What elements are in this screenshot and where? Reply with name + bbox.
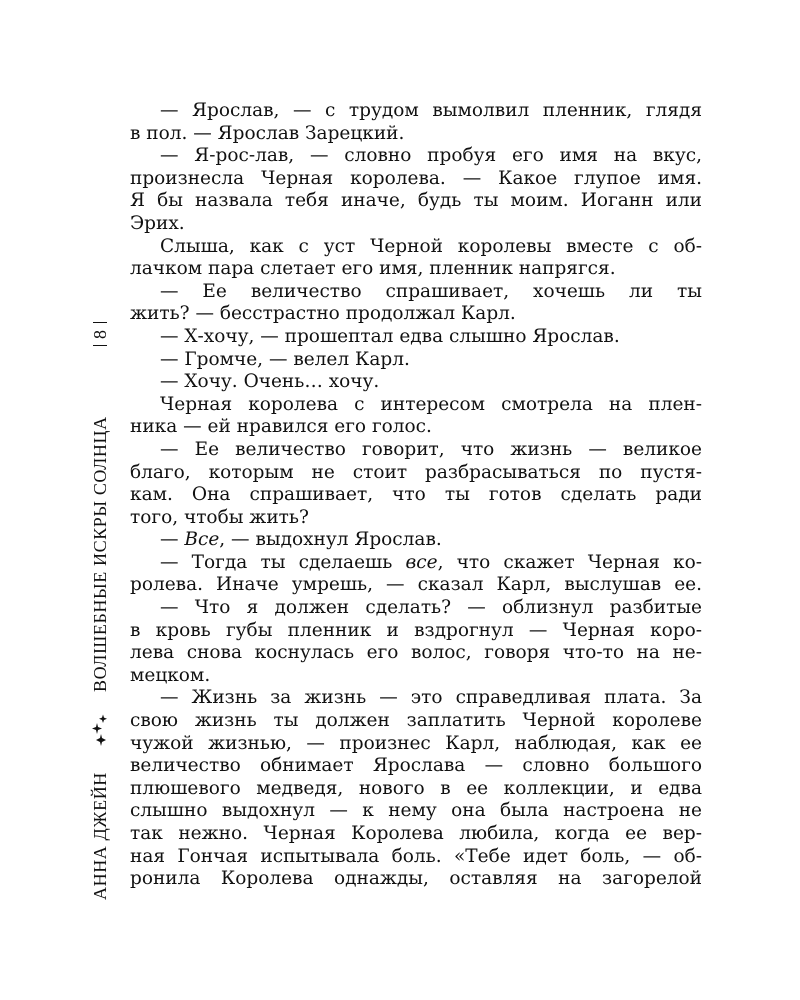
text-line: ника — ей нравился его голос. (130, 416, 432, 438)
text-line: благо, которым не стоит разбрасываться по пустя- (130, 461, 702, 483)
text-line: Черная королева с интересом смотрела на плен- (160, 393, 702, 415)
text-line: — Что я должен сделать? — облизнул разбитые (160, 597, 702, 619)
text-line: — Хочу. Очень… хочу. (160, 371, 380, 393)
series-title: ВОЛШЕБНЫЕ ИСКРЫ СОЛНЦА (89, 416, 110, 692)
text-line: произнесла Черная королева. — Какое глупое имя. (130, 167, 702, 189)
sparkle-stars-icon (90, 710, 110, 750)
text-line: величество обнимает Ярослава — словно большого (130, 755, 702, 777)
text-line: — Все, — выдохнул Ярослав. (160, 529, 442, 551)
text-line: того, чтобы жить? (130, 506, 309, 528)
text-line: чужой жизнью, — произнес Карл, наблюдая, как ее (130, 732, 702, 754)
text-line: — Я-рос-лав, — словно пробуя его имя на вкус, (160, 145, 702, 167)
text-line: в кровь губы пленник и вздрогнул — Черная коро- (130, 619, 702, 641)
text-line: слышно выдохнул — к нему она была настроена не (130, 800, 702, 822)
text-line: плюшевого медведя, нового в ее коллекции, и едва (130, 777, 702, 799)
divider (93, 345, 107, 346)
text-line: ронила Королева однажды, оставляя на загорелой (130, 868, 702, 890)
text-line: свою жизнь ты должен заплатить Черной королеве (130, 710, 702, 732)
text-line: — Тогда ты сделаешь все, что скажет Черная ко- (160, 551, 702, 573)
text-line: ролева. Иначе умрешь, — сказал Карл, выслушав ее. (130, 574, 702, 596)
text-line: лачком пара слетает его имя, пленник напрягся. (130, 258, 616, 280)
emphasis: Все (184, 529, 220, 551)
text-line: ная Гончая испытывала боль. «Тебе идет боль, — об- (130, 845, 702, 867)
author-name: АННА ДЖЕЙН (89, 772, 110, 900)
text-line: — Жизнь за жизнь — это справедливая плата. За (160, 687, 702, 709)
text-line: — Громче, — велел Карл. (160, 348, 410, 370)
spine-running-header (90, 322, 110, 900)
page-number (90, 322, 111, 346)
text-line: жить? — бесстрастно продолжал Карл. (130, 303, 516, 325)
emphasis: все (405, 551, 438, 573)
text-line: Я бы назвала тебя иначе, будь ты моим. Иоганн или (130, 190, 702, 212)
text-line: мецком. (130, 664, 211, 686)
text-line: так нежно. Черная Королева любила, когда ее вер- (130, 823, 702, 844)
text-line: Эрих. (130, 212, 185, 234)
text-line: лева снова коснулась его волос, говоря что-то на не- (130, 642, 702, 664)
text-line: — Ее величество спрашивает, хочешь ли ты (160, 280, 702, 302)
page-number-text: 8 (89, 329, 110, 339)
body-text (130, 100, 702, 891)
text-line: кам. Она спрашивает, что ты готов сделать ради (130, 484, 702, 506)
text-line: — Ее величество говорит, что жизнь — великое (160, 438, 702, 460)
divider (93, 322, 107, 323)
text-line: Слыша, как с уст Черной королевы вместе с об- (160, 235, 702, 257)
text-line: — Х-хочу, — прошептал едва слышно Ярослав. (160, 325, 620, 347)
text-line: — Ярослав, — с трудом вымолвил пленник, глядя (160, 100, 702, 121)
text-line: в пол. — Ярослав Зарецкий. (130, 122, 405, 144)
